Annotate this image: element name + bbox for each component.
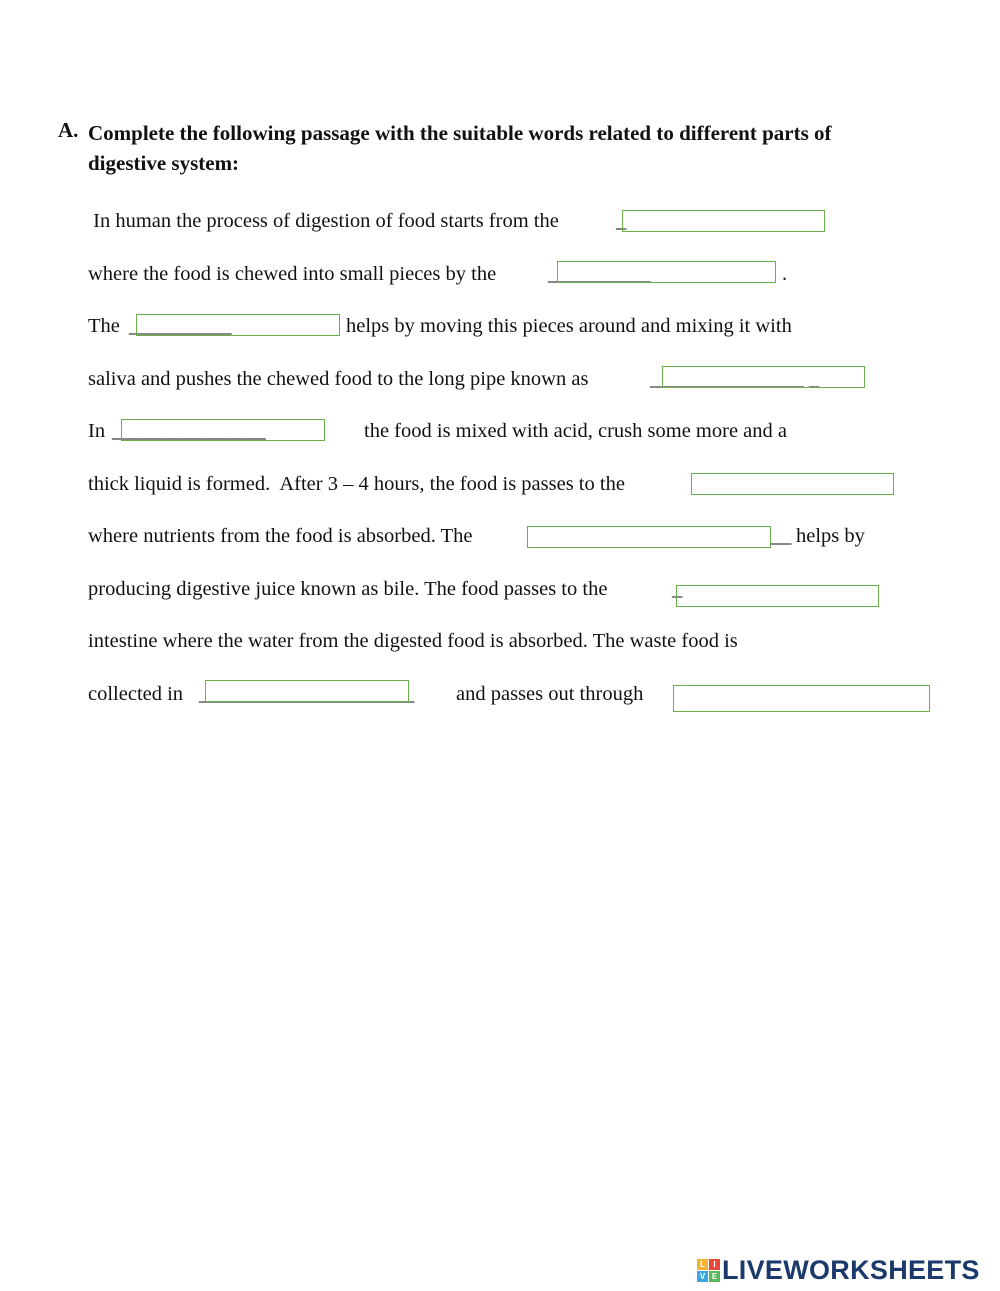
answer-blank-5[interactable] xyxy=(121,419,325,441)
underline-text: __ xyxy=(771,525,792,547)
logo-mark-letter: I xyxy=(709,1259,720,1270)
underline-text: _______________ xyxy=(112,420,266,442)
answer-blank-7[interactable] xyxy=(527,526,771,548)
liveworksheets-logo xyxy=(697,1256,980,1284)
section-letter: A. xyxy=(58,118,79,142)
answer-blank-9[interactable] xyxy=(205,680,409,702)
answer-blank-3[interactable] xyxy=(136,314,340,336)
answer-blank-8[interactable] xyxy=(676,585,879,607)
underline-text: _____________________ xyxy=(199,683,415,705)
logo-mark-letter: V xyxy=(697,1271,708,1282)
passage-text: helps by xyxy=(796,525,865,547)
passage-text: and passes out through xyxy=(456,683,644,705)
answer-blank-4[interactable] xyxy=(662,366,865,388)
passage-text: In xyxy=(88,420,106,442)
logo-mark-icon xyxy=(697,1259,720,1282)
answer-blank-6[interactable] xyxy=(691,473,894,495)
answer-blank-1[interactable] xyxy=(622,210,825,232)
passage-text: saliva and pushes the chewed food to the long pipe known as xyxy=(88,368,589,390)
passage-text: the food is mixed with acid, crush some more and a xyxy=(364,420,787,442)
passage-text: . xyxy=(782,263,788,285)
logo-mark-letter: E xyxy=(709,1271,720,1282)
passage-text: helps by moving this pieces around and mixing it with xyxy=(346,315,792,337)
underline-text: _ xyxy=(616,210,627,232)
underline-text: __________ xyxy=(129,315,232,337)
answer-blank-10[interactable] xyxy=(673,685,930,712)
passage-text: producing digestive juice known as bile. The food passes to the xyxy=(88,578,608,600)
passage-text: intestine where the water from the digested food is absorbed. The waste food is xyxy=(88,630,738,652)
passage-text: thick liquid is formed. After 3 – 4 hours, the food is passes to the xyxy=(88,473,625,495)
passage-text: collected in xyxy=(88,683,184,705)
passage-text: The xyxy=(88,315,120,337)
answer-blank-2[interactable] xyxy=(557,261,776,283)
underline-text: _______________ _ xyxy=(650,368,820,390)
section-instruction: Complete the following passage with the suitable words related to different parts of digestive system: xyxy=(88,121,832,175)
passage-text: where nutrients from the food is absorbed. The xyxy=(88,525,473,547)
passage-text: In human the process of digestion of food starts from the xyxy=(88,210,559,232)
underline-text: __________ xyxy=(548,263,651,285)
passage-text: where the food is chewed into small pieces by the xyxy=(88,263,497,285)
logo-wordmark: LIVEWORKSHEETS xyxy=(722,1254,980,1285)
logo-mark-letter: L xyxy=(697,1259,708,1270)
underline-text: _ xyxy=(672,578,683,600)
